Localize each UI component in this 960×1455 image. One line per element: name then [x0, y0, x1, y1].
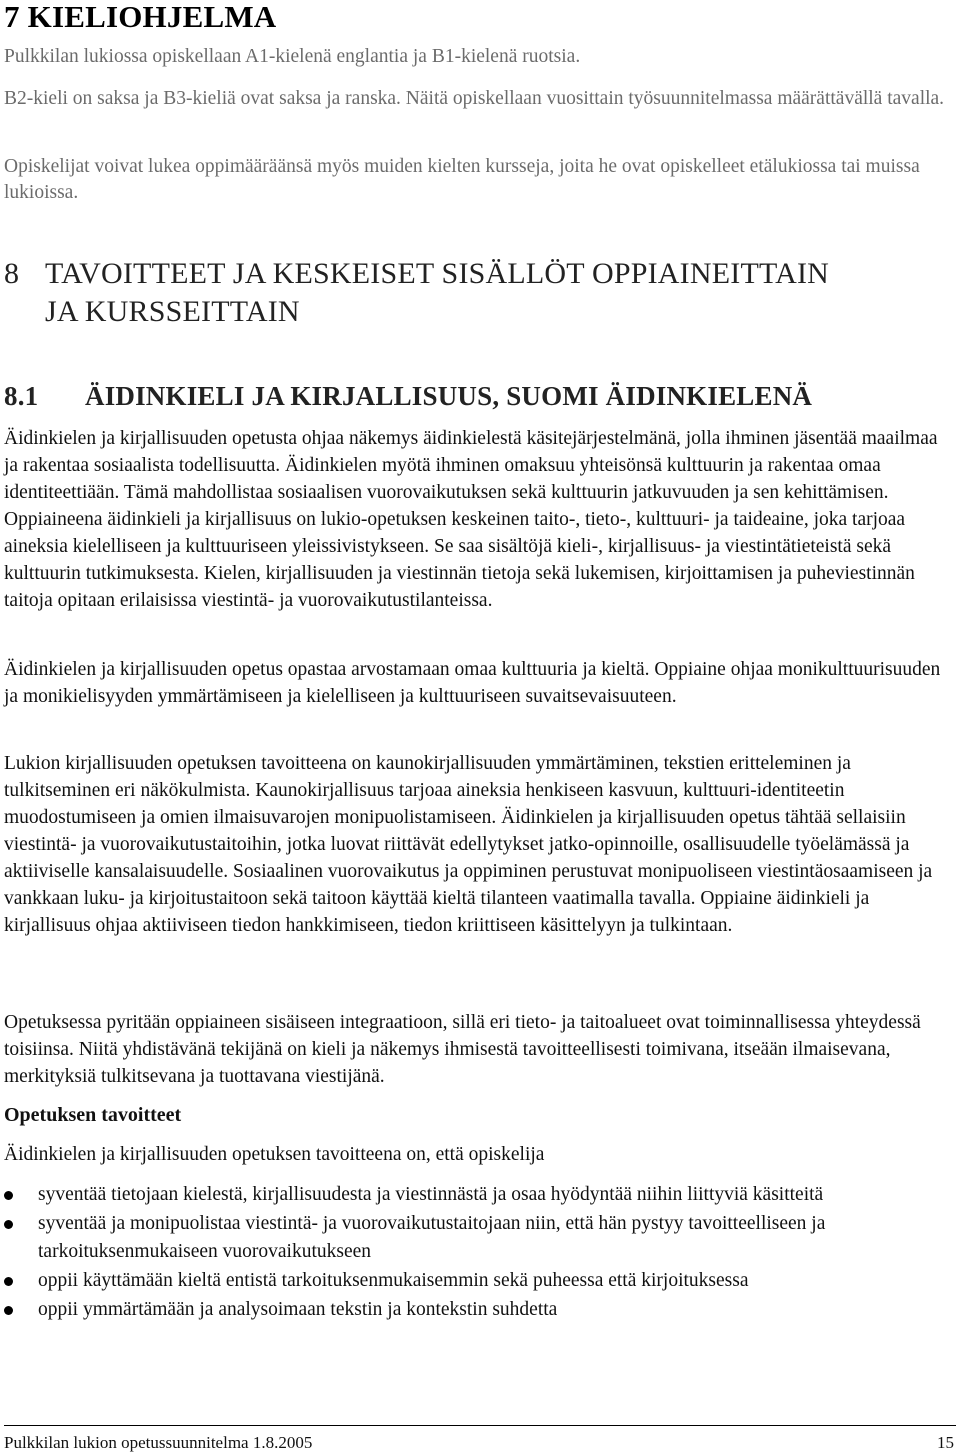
section-8-heading: [4, 255, 829, 331]
section-7-paragraph-1: Pulkkilan lukiossa opiskellaan A1-kielenä englantia ja B1-kielenä ruotsia.: [4, 46, 581, 67]
list-item: [0, 1181, 950, 1209]
bullet-icon: [4, 1277, 13, 1286]
body-paragraph-2: Äidinkielen ja kirjallisuuden opetus opastaa arvostamaan omaa kulttuuria ja kieltä. Oppiaine ohjaa monikulttuurisuuden ja monikielisyyden ymmärtämiseen ja kielelliseen ja kulttuuriseen suvaitsevaisuuteen.: [4, 659, 941, 707]
body-paragraph-4: Opetuksessa pyritään oppiaineen sisäiseen integraatioon, sillä eri tieto- ja taitoalueet ovat toiminnallisessa yhteydessä toisiinsa. Niitä yhdistävänä tekijänä on kieli ja näkemys ihmisestä tavoitteellisesti toimivana, itseään ilmaisevana, merkityksiä tulkitsevana ja tuottavana viestijänä.: [4, 1012, 921, 1087]
footer-divider: [4, 1425, 956, 1426]
section-8-number: 8: [4, 257, 20, 290]
bullet-icon: [4, 1306, 13, 1315]
goals-heading: Opetuksen tavoitteet: [4, 1104, 182, 1126]
section-8-1-title: ÄIDINKIELI JA KIRJALLISUUS, SUOMI ÄIDINKIELENÄ: [85, 381, 813, 411]
bullet-icon: [4, 1191, 13, 1200]
bullet-icon: [4, 1220, 13, 1229]
section-8-title-line-2: JA KURSSEITTAIN: [45, 295, 300, 328]
goal-text: oppii käyttämään kieltä entistä tarkoituksenmukaisemmin sekä puheessa että kirjoituksessa: [38, 1270, 749, 1291]
goals-intro: Äidinkielen ja kirjallisuuden opetuksen tavoitteena on, että opiskelija: [4, 1144, 545, 1165]
section-8-1-number: 8.1: [4, 381, 39, 411]
section-7-heading: 7 KIELIOHJELMA: [4, 0, 277, 34]
list-item: [0, 1267, 950, 1295]
goal-text: syventää ja monipuolistaa viestintä- ja vuorovaikutustaitojaan niin, että hän pystyy tavoitteelliseen ja tarkoituksenmukaiseen vuorovaikutukseen: [38, 1213, 826, 1262]
goal-text: syventää tietojaan kielestä, kirjallisuudesta ja viestinnästä ja osaa hyödyntää niihin liittyviä käsitteitä: [38, 1184, 824, 1205]
section-7-paragraph-2: B2-kieli on saksa ja B3-kieliä ovat saksa ja ranska. Näitä opiskellaan vuosittain työsuunnitelmassa määrättävällä tavalla.: [4, 88, 945, 109]
section-7-paragraph-3: Opiskelijat voivat lukea oppimääräänsä myös muiden kielten kursseja, joita he ovat opiskelleet etälukiossa tai muissa lukioissa.: [4, 156, 920, 203]
body-paragraph-3: Lukion kirjallisuuden opetuksen tavoitteena on kaunokirjallisuuden ymmärtäminen, tekstien eritteleminen ja tulkitseminen eri näkökulmista. Kaunokirjallisuus tarjoaa aineksia henkiseen kasvuun, kulttuuri-identiteetin muodostumiseen ja omien ilmaisuvarojen monipuolistamiseen. Äidinkielen ja kirjallisuuden opetus tähtää sellaisiin viestintä- ja vuorovaikutustaitoihin, jotka luovat riittävät edellytykset jatko-opinnoille, osallisuudelle työelämässä ja aktiiviselle kansalaisuudelle. Sosiaalinen vuorovaikutus ja oppiminen perustuvat monipuoliseen viestintäosaamiseen ja vankkaan luku- ja kirjoitustaitoon sekä taitoon käyttää kieltä tilanteen vaatimalla tavalla. Oppiaine äidinkieli ja kirjallisuus ohjaa aktiiviseen tiedon hankkimiseen, tiedon kriittiseen käsittelyyn ja tulkintaan.: [4, 753, 933, 936]
list-item: [0, 1210, 950, 1266]
goals-list: [0, 1181, 950, 1325]
section-8-1-heading: [4, 378, 812, 414]
body-paragraph-1: Äidinkielen ja kirjallisuuden opetusta ohjaa näkemys äidinkielestä käsitejärjestelmänä, jolla ihminen jäsentää maailmaa ja rakentaa sosiaalista todellisuutta. Äidinkielen myötä ihminen omaksuu yhteisönsä kulttuurin ja rakentaa omaa identiteettiään. Tämä mahdollistaa sosiaalisen vuorovaikutuksen sekä kulttuurin jatkuvuuden ja sen kehittämisen. Oppiaineena äidinkieli ja kirjallisuus on lukio-opetuksen keskeinen taito-, tieto-, kulttuuri- ja taideaine, joka tarjoaa aineksia kielelliseen ja kulttuuriseen yleissivistykseen. Se saa sisältöjä kieli-, kirjallisuus- ja viestintätieteistä sekä kulttuurin tutkimuksesta. Kielen, kirjallisuuden ja viestinnän tietoja sekä lukemisen, kirjoittamisen ja puheviestinnän taitoja opitaan erilaisissa viestintä- ja vuorovaikutustilanteissa.: [4, 428, 938, 611]
goal-text: oppii ymmärtämään ja analysoimaan tekstin ja kontekstin suhdetta: [38, 1299, 558, 1320]
page-number: 15: [937, 1433, 954, 1452]
footer-title: Pulkkilan lukion opetussuunnitelma 1.8.2005: [4, 1433, 313, 1452]
list-item: [0, 1296, 950, 1324]
section-8-title-line-1: TAVOITTEET JA KESKEISET SISÄLLÖT OPPIAINEITTAIN: [45, 257, 830, 290]
